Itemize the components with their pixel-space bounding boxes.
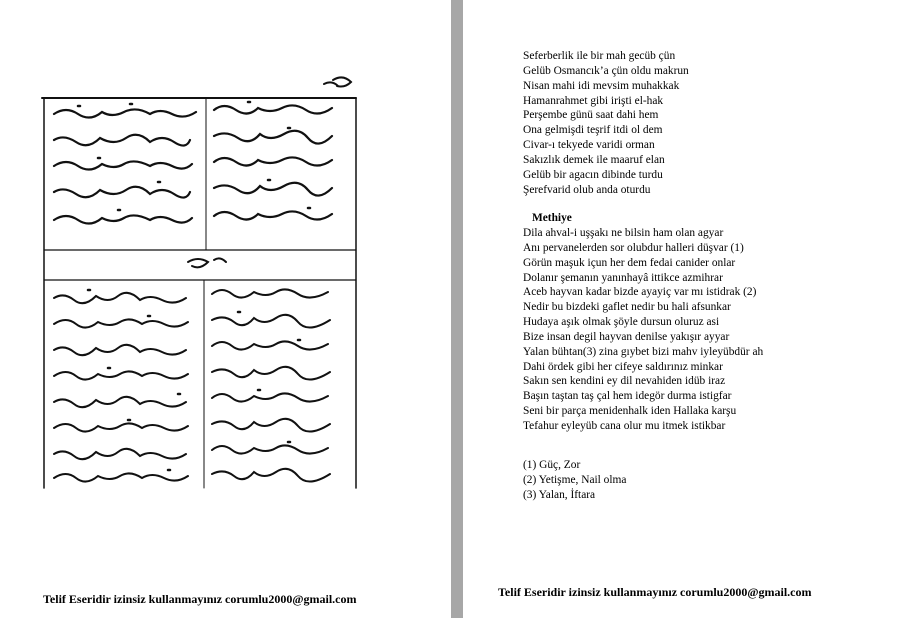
poem-line: Ona gelmişdi teşrif itdi ol dem — [523, 124, 663, 137]
poem-line: Nedir bu bizdeki gaflet nedir bu hali afsunkar — [523, 301, 731, 314]
poem-line: Perşembe günü saat dahi hem — [523, 109, 659, 122]
footnote: (2) Yetişme, Nail olma — [523, 473, 627, 486]
footnote: (1) Güç, Zor — [523, 459, 581, 471]
left-footer: Telif Eseridir izinsiz kullanmayınız corumlu2000@gmail.com — [43, 592, 357, 606]
poem-line: Görün maşuk içun her dem fedai canider onlar — [523, 256, 736, 269]
poem-line: Nisan mahi idi mevsim muhakkak — [523, 79, 680, 92]
methiye-poem — [523, 226, 763, 434]
poem-line: Yalan bühtan(3) zina gıybet bizi mahv iyleyübdür ah — [523, 345, 764, 358]
poem-line: Dahi ördek gibi her cifeye saldırınız minkar — [523, 360, 723, 373]
manuscript-scan — [38, 70, 358, 490]
poem-line: Şerefvarid olub anda oturdu — [523, 183, 651, 196]
poem-line: Anı pervanelerden sor olubdur halleri düşvar (1) — [523, 241, 744, 254]
footnotes — [523, 458, 626, 503]
poem-line: Sakın sen kendini ey dil nevahiden idüb iraz — [523, 375, 726, 388]
poem-line: Dila ahval-i uşşakı ne bilsin ham olan agyar — [523, 227, 724, 239]
poem-line: Hudaya aşık olmak şöyle dursun oluruz asi — [523, 316, 720, 329]
poem-line: Seni bir parça menidenhalk iden Hallaka karşu — [523, 405, 737, 418]
poem-line: Tefahur eyleyüb cana olur mu itmek istikbar — [523, 419, 726, 432]
poem-line: Civar-ı tekyede varidi orman — [523, 139, 655, 152]
section-heading: Methiye — [532, 212, 572, 224]
poem-line: Gelüb bir agacın dibinde turdu — [523, 168, 663, 181]
poem-line: Seferberlik ile bir mah gecüb çün — [523, 50, 676, 62]
poem-line: Bize insan degil hayvan denilse yakışır ayyar — [523, 330, 730, 343]
poem-line: Sakızlık demek ile maaruf elan — [523, 153, 665, 166]
poem-intro — [523, 49, 689, 197]
right-page — [463, 0, 906, 618]
poem-line: Dolanır şemanın yanınhayâ ittikce azmihrar — [523, 271, 723, 284]
poem-line: Aceb hayvan kadar bizde ayayiç var mı istidrak (2) — [523, 286, 757, 299]
poem-line: Başın taştan taş çal hem idegör durma istigfar — [523, 390, 732, 403]
poem-line: Gelüb Osmancık’a çün oldu makrun — [523, 64, 689, 77]
poem-line: Hamanrahmet gibi irişti el-hak — [523, 94, 664, 107]
right-footer: Telif Eseridir izinsiz kullanmayınız corumlu2000@gmail.com — [498, 585, 812, 599]
footnote: (3) Yalan, İftara — [523, 488, 596, 501]
left-page — [0, 0, 451, 618]
